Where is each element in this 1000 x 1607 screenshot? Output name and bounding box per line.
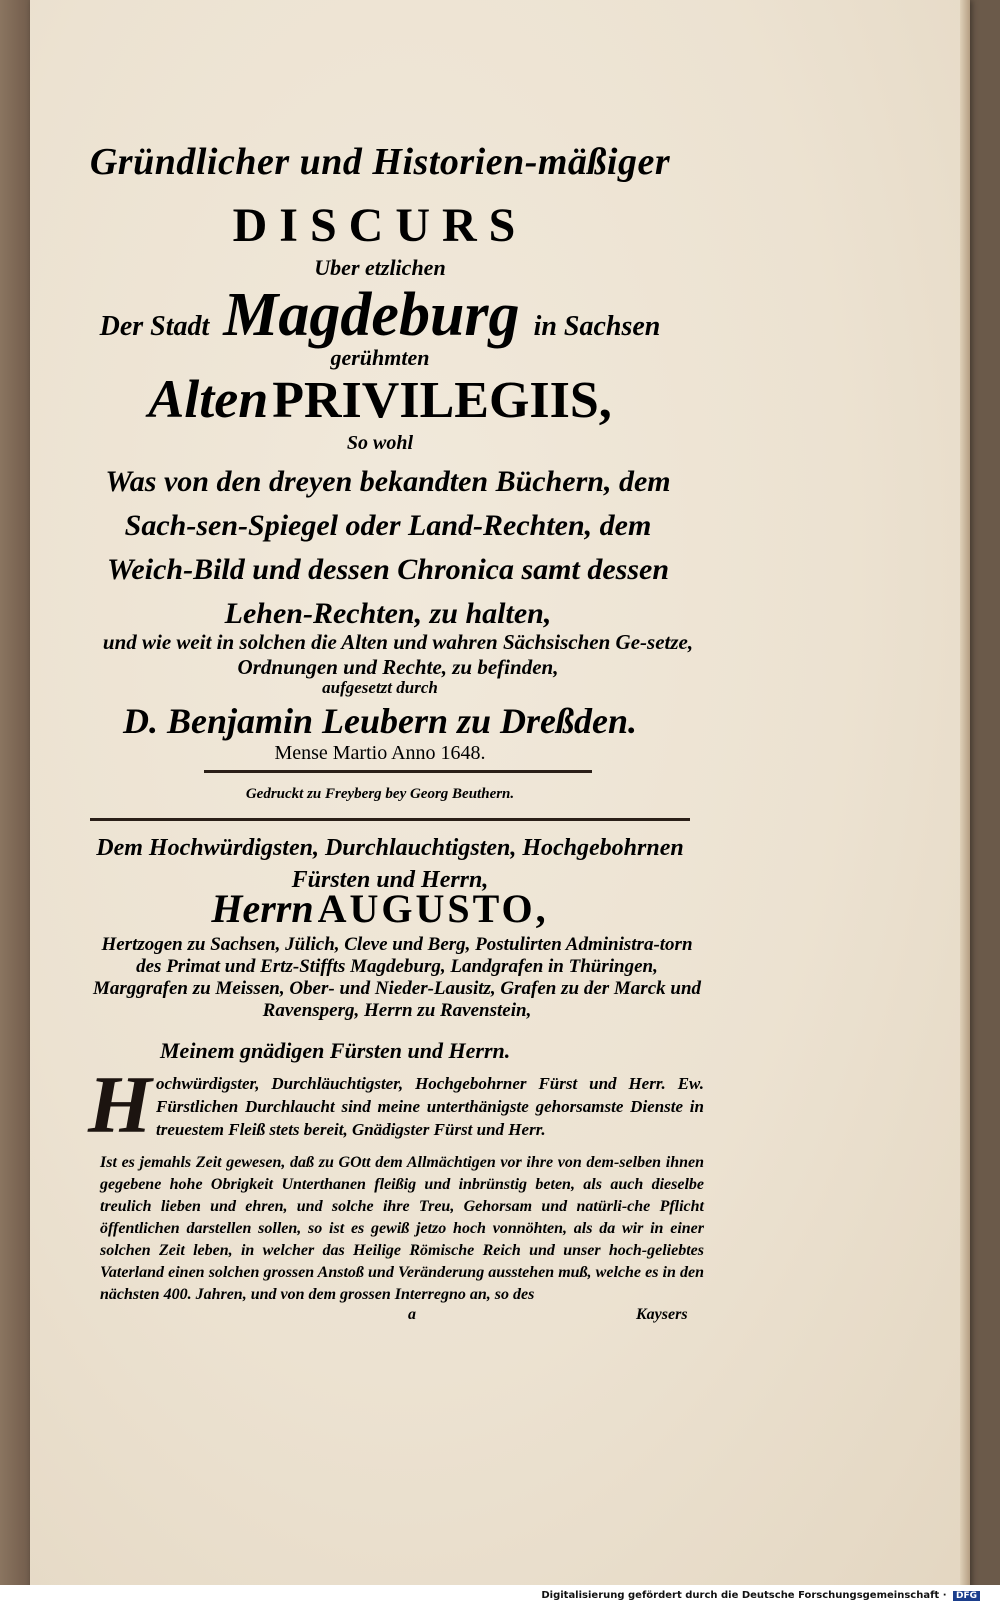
title-line-4 (70, 280, 690, 351)
dedication-herrn: Herrn (211, 886, 314, 931)
title-line-6 (70, 368, 690, 430)
dedication-body: Ist es jemahls Zeit gewesen, daß zu GOtt dem Allmächtigen vor ihre von dem-selben ihnen gegebene hohe Obrigkeit Unterthanen fleißig und inbrünstig beten, als auch dieselbe treulich lieben und ehren, und solche ihre Treu, Gehorsam und natürli-che Pflicht öffentlichen darstellen sollen, so ist es gewiß jetzo hoch vonnöhten, als da wir in einer solchen Zeit leben, in welcher das Heilige Römische Reich und unser hoch-geliebtes Vaterland einen solchen grossen Anstoß und Veränderung ausstehen muß, welche es in den nächsten 400. Jahren, und von dem grossen Interregno an, so des (100, 1154, 704, 1303)
title-paragraph-1: Was von den dreyen bekandten Büchern, dem Sach-sen-Spiegel oder Land-Rechten, dem Weich-Bild und dessen Chronica samt dessen Lehen-Rechten, zu halten, (105, 465, 671, 630)
title-paragraph-2: und wie weit in solchen die Alten und wahren Sächsischen Ge-setze, Ordnungen und Rechte, zu befinden, (102, 630, 694, 679)
catchword: Kaysers (636, 1306, 688, 1323)
title-alten: Alten (148, 369, 269, 429)
signature-mark: a (408, 1306, 416, 1323)
dedication-heading: Dem Hochwürdigsten, Durchlauchtigsten, Hochgebohrnen Fürsten und Herrn, (96, 835, 684, 893)
dedication-augusto: AUGUSTO, (317, 886, 549, 931)
date-line: Mense Martio Anno 1648. (274, 742, 486, 764)
dedication-titles: Hertzogen zu Sachsen, Jülich, Cleve und Berg, Postulirten Administra-torn des Primat und Ertz-Stiffts Magdeburg, Landgrafen in Thüringen, Marggrafen zu Meissen, Ober- und Nieder-Lausitz, Grafen zu der Marck und Ravensperg, Herrn zu Ravenstein, (92, 934, 702, 1021)
title-line-7: So wohl (346, 432, 414, 454)
title-line-1: Gründlicher und Historien-mäßiger (89, 141, 671, 183)
dedication-salutation: Meinem gnädigen Fürsten und Herrn. (160, 1038, 511, 1063)
page-edge (960, 0, 970, 1607)
title-in-sachsen: in Sachsen (533, 311, 661, 342)
drop-cap-initial: H (88, 1059, 152, 1150)
dfg-logo: DFG (953, 1591, 980, 1601)
divider-rule-2 (90, 818, 690, 821)
dedication-opening: ochwürdigster, Durchläuchtigster, Hochgebohrner Fürst und Herr. Ew. Fürstlichen Durchlaucht sind meine unterthänigste gehorsamste Dienste in treuestem Fleiß stets bereit, Gnädigster Fürst und Herr. (156, 1074, 704, 1139)
title-line-3: Uber etzlichen (314, 255, 446, 280)
title-der-stadt: Der Stadt (99, 311, 210, 342)
footer-text: Digitalisierung gefördert durch die Deutsche Forschungsgemeinschaft · (541, 1590, 947, 1601)
author-name: D. Benjamin Leubern zu Dreßden. (122, 701, 638, 741)
imprint-line: Gedruckt zu Freyberg bey Georg Beuthern. (245, 786, 515, 802)
divider-rule-1 (204, 770, 592, 773)
dedication-name (70, 885, 690, 932)
title-privilegiis: PRIVILEGIIS, (272, 372, 612, 429)
footer-credit (541, 1590, 980, 1601)
title-line-8: aufgesetzt durch (322, 678, 438, 697)
title-discurs: DISCURS (232, 199, 528, 252)
title-line-5: gerühmten (330, 345, 430, 370)
title-magdeburg: Magdeburg (223, 281, 520, 349)
